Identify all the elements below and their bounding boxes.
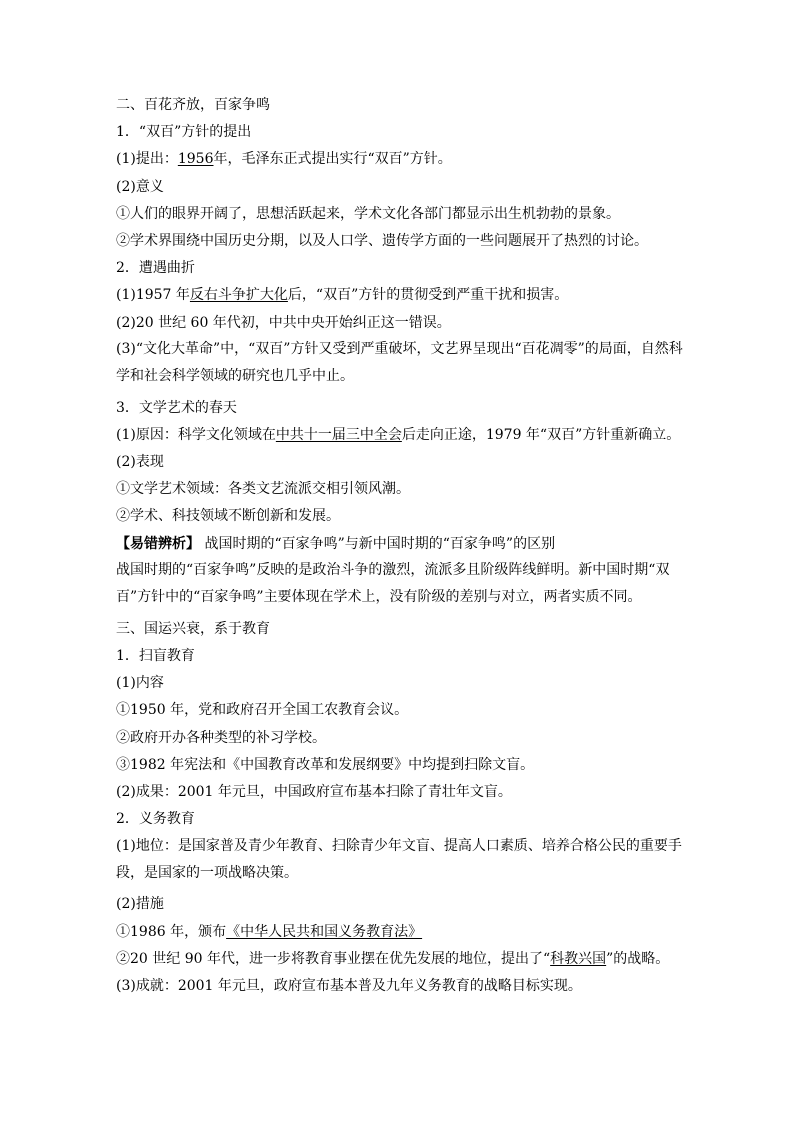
paragraph: ①文学艺术领域：各类文艺流派交相引领风潮。 [116,481,410,498]
note-label: 【易错辨析】 [116,535,200,552]
underlined-term: 《中华人民共和国义务教育法》 [226,923,423,940]
underlined-term: 1956 [177,151,214,168]
paragraph: (3)成就：2001 年元旦，政府宣布基本普及九年义务教育的战略目标实现。 [116,977,582,994]
section-heading: 三、国运兴衰，系于教育 [116,620,270,637]
section-heading: 二、百花齐放，百家争鸣 [116,97,270,113]
paragraph: (3)“文化大革命”中，“双百”方针又受到严重破坏，文艺界呈现出“百花凋零”的局面，自然科学和社会科学领域的研究也几乎中止。 [116,341,683,385]
note-heading [116,534,686,554]
subsection-heading: 3．文学艺术的春天 [116,399,237,416]
paragraph: ②政府开办各种类型的补习学校。 [116,729,326,746]
text-run: 年，毛泽东正式提出实行“双百”方针。 [213,151,452,168]
underlined-term: 反右斗争扩大化 [189,287,288,304]
paragraph: (2)成果：2001 年元旦，中国政府宣布基本扫除了青壮年文盲。 [116,783,512,800]
text-run: 后，“双百”方针的贯彻受到严重干扰和损害。 [287,287,569,304]
text-run: (1)1957 年 [116,287,190,304]
text-run: (1)原因：科学文化领域在 [116,426,276,443]
subsection-heading: 1．扫盲教育 [116,648,195,664]
paragraph: (2)措施 [116,896,164,913]
paragraph [116,285,686,305]
paragraph: ①人们的眼界开阔了，思想活跃起来，学术文化各部门都显示出生机勃勃的景象。 [116,205,620,222]
paragraph [116,425,686,445]
paragraph: (1)地位：是国家普及青少年教育、扫除青少年文盲、提高人口素质、培养合格公民的重要手段，是国家的一项战略决策。 [116,837,682,881]
underlined-term: 中共十一届三中全会 [275,426,402,443]
paragraph [116,149,686,169]
subsection-heading: 2．义务教育 [116,811,195,828]
note-title: 战国时期的“百家争鸣”与新中国时期的“百家争鸣”的区别 [200,535,556,552]
paragraph [116,949,686,969]
paragraph: ③1982 年宪法和《中国教育改革和发展纲要》中均提到扫除文盲。 [116,756,535,773]
subsection-heading: 1．“双百”方针的提出 [116,124,252,141]
text-run: ②20 世纪 90 年代，进一步将教育事业摆在优先发展的地位，提出了“ [116,950,551,967]
text-run: 后走向正途，1979 年“双百”方针重新确立。 [401,426,681,443]
paragraph: ②学术、科技领域不断创新和发展。 [116,508,340,525]
underlined-term: 科教兴国 [550,950,607,967]
text-run: ①1986 年，颁布 [116,923,227,940]
paragraph: (2)表现 [116,454,164,471]
note-body: 战国时期的“百家争鸣”反映的是政治斗争的激烈，流派多且阶级阵线鲜明。新中国时期“双百”方针中的“百家争鸣”主要体现在学术上，没有阶级的差别与对立，两者实质不同。 [116,562,670,606]
document-body [116,95,686,1003]
paragraph: (2)20 世纪 60 年代初，中共中央开始纠正这一错误。 [116,314,451,331]
paragraph: ①1950 年，党和政府召开全国工农教育会议。 [116,702,409,719]
text-run: (1)提出： [116,151,178,168]
text-run: ”的战略。 [606,950,670,967]
paragraph: (1)内容 [116,675,164,692]
paragraph: (2)意义 [116,178,164,195]
subsection-heading: 2．遭遇曲折 [116,260,195,277]
paragraph: ②学术界围绕中国历史分期，以及人口学、遗传学方面的一些问题展开了热烈的讨论。 [116,232,648,249]
paragraph [116,922,686,942]
